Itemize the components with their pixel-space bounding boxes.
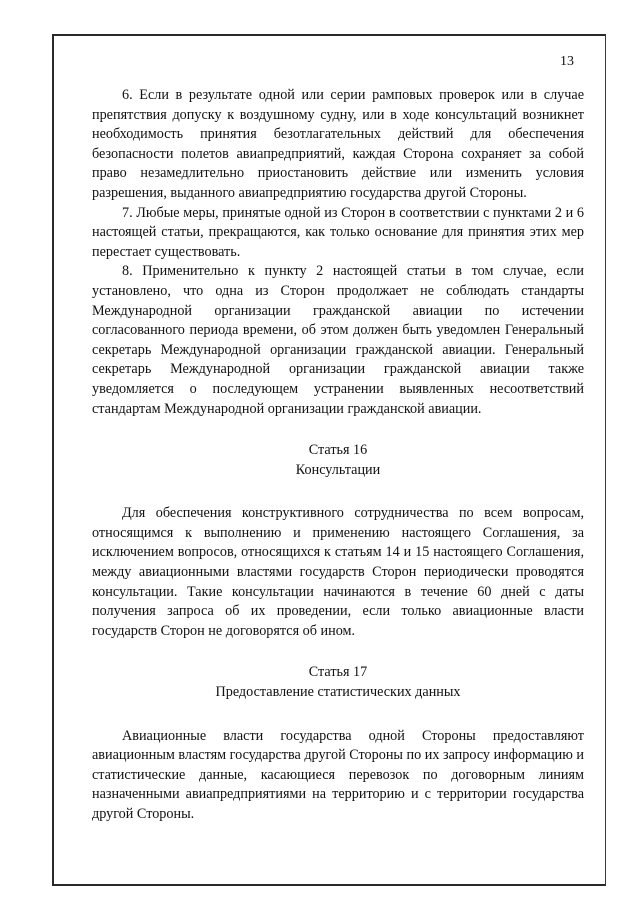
article-17-number: Статья 17 [308,664,368,681]
paragraph-8: 8. Применительно к пункту 2 настоящей статьи в том случае, если установлено, что одна из Сторон продолжает не соблюдать стандарты Международной организации гражданской авиации по истечении согласованного периода времени, об этом должен быть уведомлен Генеральный секретарь Международной организации гражданской авиации. Генеральный секретарь Международной организации гражданской авиации также уведомляется о последующем устранении выявленных несоответствий стандартам Международной организации гражданской авиации. [92,263,584,417]
page-number: 13 [560,54,574,69]
article-16-heading: Консультации [295,461,381,478]
paragraph-7: 7. Любые меры, принятые одной из Сторон в соответствии с пунктами 2 и 6 настоящей статьи, прекращаются, как только основание для принятия этих мер перестает существовать. [92,204,584,260]
article-16-number: Статья 16 [308,442,368,459]
article-17-text: Авиационные власти государства одной Стороны предоставляют авиационным властям государства другой Стороны по их запросу информацию и статистические данные, касающиеся перевозок по договорным линиям назначенными авиапредприятиями на территорию и с территории государства другой Стороны. [92,727,585,822]
document-page [92,52,584,825]
paragraph-6: 6. Если в результате одной или серии рамповых проверок или в случае препятствия допуску к воздушному судну, или в ходе консультаций возникнет необходимость принятия безотлагательных действий для обеспечения безопасности полетов авиапредприятий, каждая Сторона сохраняет за собой право незамедлительно приостановить действие или изменить условия разрешения, выданного авиапредприятию государства другой Стороны. [92,87,584,201]
article-16-text: Для обеспечения конструктивного сотрудничества по всем вопросам, относящимся к выполнению и применению настоящего Соглашения, за исключением вопросов, относящихся к статьям 14 и 15 настоящего Соглашения, между авиационными властями государств Сторон периодически проводятся консультации. Такие консультации начинаются в течение 60 дней с даты получения запроса об их проведении, если только авиационные власти государств Сторон не договорятся об ином. [92,505,584,639]
article-17-heading: Предоставление статистических данных [215,684,461,701]
